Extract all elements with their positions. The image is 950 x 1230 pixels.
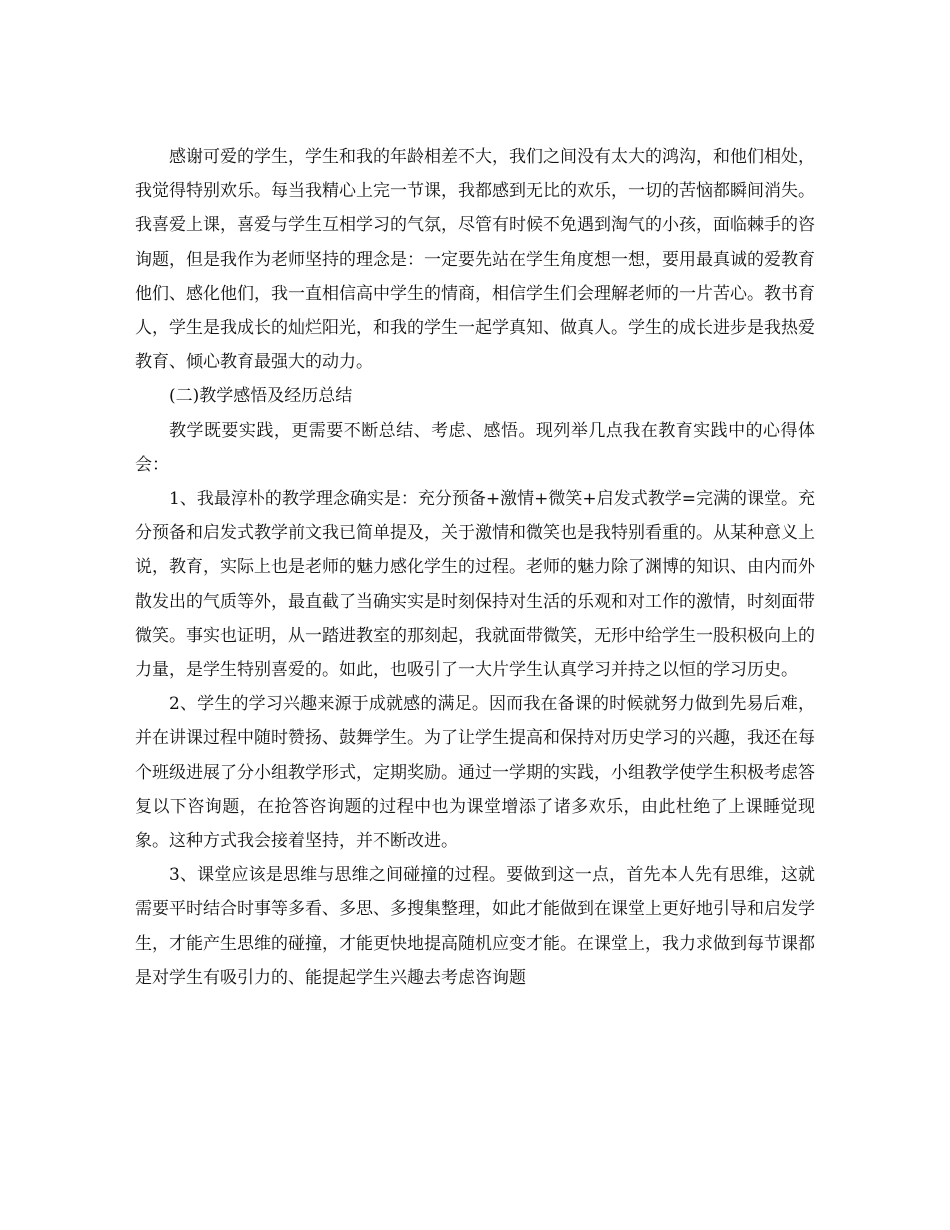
paragraph-thanks-students: 感谢可爱的学生，学生和我的年龄相差不大，我们之间没有太大的鸿沟，和他们相处，我觉得特别欢乐。每当我精心上完一节课，我都感到无比的欢乐，一切的苦恼都瞬间消失。我喜爱上课，喜爱与学生互相学习的气氛，尽管有时候不免遇到淘气的小孩，面临棘手的咨询题，但是我作为老师坚持的理念是：一定要先站在学生角度想一想，要用最真诚的爱教育他们、感化他们，我一直相信高中学生的情商，相信学生们会理解老师的一片苦心。教书育人，学生是我成长的灿烂阳光，和我的学生一起学真知、做真人。学生的成长进步是我热爱教育、倾心教育最强大的动力。 (135, 147, 815, 373)
paragraph-intro: 教学既要实践，更需要不断总结、考虑、感悟。现列举几点我在教育实践中的心得体会： (135, 420, 815, 475)
paragraph-point-2: 2、学生的学习兴趣来源于成就感的满足。因而我在备课的时候就努力做到先易后难，并在讲课过程中随时赞扬、鼓舞学生。为了让学生提高和保持对历史学习的兴趣，我还在每个班级进展了分小组教学形式，定期奖励。通过一学期的实践，小组教学使学生积极考虑答复以下咨询题，在抢答咨询题的过程中也为课堂增添了诸多欢乐，由此杜绝了上课睡觉现象。这种方式我会接着坚持，并不断改进。 (135, 694, 815, 852)
section-heading: (二)教学感悟及经历总结 (169, 386, 353, 407)
paragraph-point-1: 1、我最淳朴的教学理念确实是：充分预备+激情+微笑+启发式教学=完满的课堂。充分预备和启发式教学前文我已简单提及，关于激情和微笑也是我特别看重的。从某种意义上说，教育，实际上也是老师的魅力感化学生的过程。老师的魅力除了渊博的知识、由内而外散发出的气质等外，最直截了当确实实是时刻保持对生活的乐观和对工作的激情，时刻面带微笑。事实也证明，从一踏进教室的那刻起，我就面带微笑，无形中给学生一股积极向上的力量，是学生特别喜爱的。如此，也吸引了一大片学生认真学习并持之以恒的学习历史。 (135, 489, 815, 681)
document-body (135, 140, 815, 995)
paragraph-point-3: 3、课堂应该是思维与思维之间碰撞的过程。要做到这一点，首先本人先有思维，这就需要平时结合时事等多看、多思、多搜集整理，如此才能做到在课堂上更好地引导和启发学生，才能产生思维的碰撞，才能更快地提高随机应变才能。在课堂上，我力求做到每节课都是对学生有吸引力的、能提起学生兴趣去考虑咨询题 (135, 865, 815, 988)
